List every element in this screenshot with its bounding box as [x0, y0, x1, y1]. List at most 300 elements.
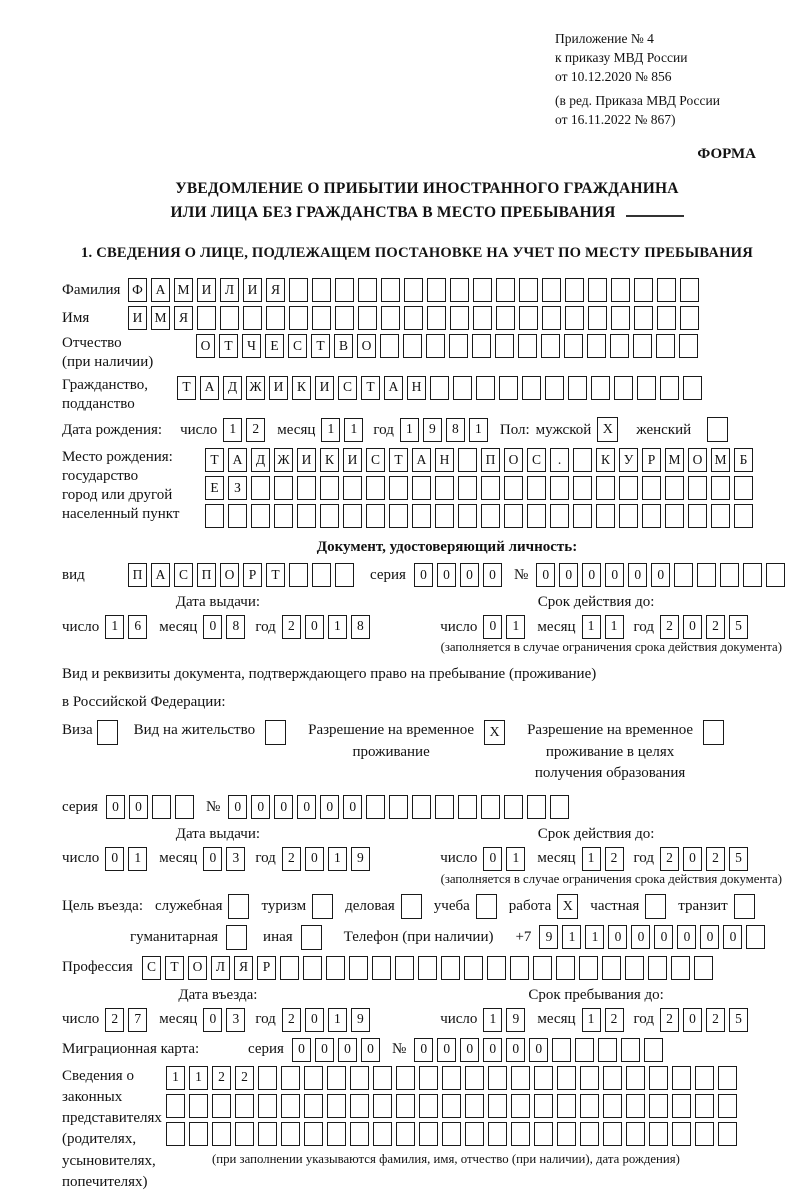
- char-cell[interactable]: [396, 1066, 415, 1090]
- char-cell[interactable]: 1: [105, 615, 124, 639]
- char-cell[interactable]: Е: [205, 476, 224, 500]
- char-cell[interactable]: [527, 795, 546, 819]
- char-cell[interactable]: [488, 1122, 507, 1146]
- char-cell[interactable]: 1: [189, 1066, 208, 1090]
- char-cell[interactable]: [476, 376, 495, 400]
- char-cell[interactable]: [280, 956, 299, 980]
- char-cell[interactable]: [665, 476, 684, 500]
- char-cell[interactable]: Д: [223, 376, 242, 400]
- char-cell[interactable]: [396, 1094, 415, 1118]
- char-cell[interactable]: [534, 1122, 553, 1146]
- char-cell[interactable]: 0: [654, 925, 673, 949]
- char-cell[interactable]: Н: [407, 376, 426, 400]
- char-cell[interactable]: 0: [297, 795, 316, 819]
- char-cell[interactable]: [575, 1038, 594, 1062]
- char-cell[interactable]: [496, 278, 515, 302]
- char-cell[interactable]: [258, 1122, 277, 1146]
- char-cell[interactable]: [619, 504, 638, 528]
- char-cell[interactable]: [610, 334, 629, 358]
- char-cell[interactable]: [297, 476, 316, 500]
- char-cell[interactable]: 1: [328, 615, 347, 639]
- char-cell[interactable]: А: [384, 376, 403, 400]
- char-cell[interactable]: [657, 306, 676, 330]
- char-cell[interactable]: [496, 306, 515, 330]
- char-cell[interactable]: [580, 1122, 599, 1146]
- residence-permit-checkbox[interactable]: [265, 720, 286, 745]
- char-cell[interactable]: [565, 306, 584, 330]
- char-cell[interactable]: [602, 956, 621, 980]
- char-cell[interactable]: [458, 476, 477, 500]
- char-cell[interactable]: [550, 795, 569, 819]
- char-cell[interactable]: [504, 476, 523, 500]
- char-cell[interactable]: З: [228, 476, 247, 500]
- char-cell[interactable]: Т: [266, 563, 285, 587]
- char-cell[interactable]: [441, 956, 460, 980]
- char-cell[interactable]: 0: [506, 1038, 525, 1062]
- char-cell[interactable]: К: [596, 448, 615, 472]
- char-cell[interactable]: [335, 278, 354, 302]
- char-cell[interactable]: [304, 1094, 323, 1118]
- char-cell[interactable]: 8: [351, 615, 370, 639]
- char-cell[interactable]: [488, 1066, 507, 1090]
- char-cell[interactable]: 0: [305, 847, 324, 871]
- char-cell[interactable]: [519, 278, 538, 302]
- char-cell[interactable]: В: [334, 334, 353, 358]
- char-cell[interactable]: Ч: [242, 334, 261, 358]
- char-cell[interactable]: [427, 306, 446, 330]
- char-cell[interactable]: [556, 956, 575, 980]
- char-cell[interactable]: [312, 278, 331, 302]
- char-cell[interactable]: И: [269, 376, 288, 400]
- char-cell[interactable]: [274, 504, 293, 528]
- char-cell[interactable]: [327, 1066, 346, 1090]
- visa-checkbox[interactable]: [97, 720, 118, 745]
- char-cell[interactable]: С: [174, 563, 193, 587]
- char-cell[interactable]: 1: [605, 615, 624, 639]
- char-cell[interactable]: 1: [585, 925, 604, 949]
- char-cell[interactable]: А: [151, 278, 170, 302]
- char-cell[interactable]: [573, 476, 592, 500]
- char-cell[interactable]: [458, 504, 477, 528]
- char-cell[interactable]: О: [188, 956, 207, 980]
- char-cell[interactable]: [251, 504, 270, 528]
- char-cell[interactable]: [694, 956, 713, 980]
- char-cell[interactable]: 2: [706, 615, 725, 639]
- char-cell[interactable]: [552, 1038, 571, 1062]
- char-cell[interactable]: 1: [344, 418, 363, 442]
- char-cell[interactable]: 0: [305, 1008, 324, 1032]
- char-cell[interactable]: [212, 1094, 231, 1118]
- char-cell[interactable]: Я: [174, 306, 193, 330]
- char-cell[interactable]: [281, 1094, 300, 1118]
- char-cell[interactable]: [649, 1122, 668, 1146]
- char-cell[interactable]: 0: [483, 847, 502, 871]
- char-cell[interactable]: [680, 306, 699, 330]
- char-cell[interactable]: 1: [582, 1008, 601, 1032]
- char-cell[interactable]: И: [315, 376, 334, 400]
- char-cell[interactable]: 1: [506, 847, 525, 871]
- char-cell[interactable]: Я: [266, 278, 285, 302]
- char-cell[interactable]: [648, 956, 667, 980]
- char-cell[interactable]: 0: [700, 925, 719, 949]
- char-cell[interactable]: [695, 1066, 714, 1090]
- char-cell[interactable]: [205, 504, 224, 528]
- char-cell[interactable]: 0: [529, 1038, 548, 1062]
- char-cell[interactable]: 2: [212, 1066, 231, 1090]
- char-cell[interactable]: С: [142, 956, 161, 980]
- char-cell[interactable]: [766, 563, 785, 587]
- char-cell[interactable]: [657, 278, 676, 302]
- char-cell[interactable]: Ф: [128, 278, 147, 302]
- purpose-work-checkbox[interactable]: X: [557, 894, 578, 919]
- char-cell[interactable]: [418, 956, 437, 980]
- char-cell[interactable]: 2: [660, 1008, 679, 1032]
- char-cell[interactable]: 0: [683, 1008, 702, 1032]
- purpose-other-checkbox[interactable]: [301, 925, 322, 950]
- char-cell[interactable]: [649, 1094, 668, 1118]
- char-cell[interactable]: [189, 1094, 208, 1118]
- char-cell[interactable]: [426, 334, 445, 358]
- char-cell[interactable]: [619, 476, 638, 500]
- char-cell[interactable]: 9: [539, 925, 558, 949]
- char-cell[interactable]: [527, 504, 546, 528]
- char-cell[interactable]: 7: [128, 1008, 147, 1032]
- char-cell[interactable]: [634, 306, 653, 330]
- char-cell[interactable]: [734, 504, 753, 528]
- char-cell[interactable]: [435, 504, 454, 528]
- char-cell[interactable]: [504, 504, 523, 528]
- purpose-business-checkbox[interactable]: [401, 894, 422, 919]
- char-cell[interactable]: П: [481, 448, 500, 472]
- char-cell[interactable]: [281, 1066, 300, 1090]
- char-cell[interactable]: 0: [483, 563, 502, 587]
- char-cell[interactable]: [274, 476, 293, 500]
- char-cell[interactable]: [557, 1122, 576, 1146]
- char-cell[interactable]: Н: [435, 448, 454, 472]
- edu-permit-checkbox[interactable]: [703, 720, 724, 745]
- char-cell[interactable]: 2: [246, 418, 265, 442]
- char-cell[interactable]: [660, 376, 679, 400]
- char-cell[interactable]: И: [197, 278, 216, 302]
- char-cell[interactable]: [665, 504, 684, 528]
- char-cell[interactable]: 1: [506, 615, 525, 639]
- char-cell[interactable]: [626, 1122, 645, 1146]
- char-cell[interactable]: [419, 1094, 438, 1118]
- char-cell[interactable]: [312, 306, 331, 330]
- char-cell[interactable]: 0: [536, 563, 555, 587]
- char-cell[interactable]: Я: [234, 956, 253, 980]
- char-cell[interactable]: [419, 1066, 438, 1090]
- char-cell[interactable]: [235, 1122, 254, 1146]
- char-cell[interactable]: Т: [311, 334, 330, 358]
- char-cell[interactable]: [564, 334, 583, 358]
- char-cell[interactable]: [656, 334, 675, 358]
- char-cell[interactable]: [435, 795, 454, 819]
- char-cell[interactable]: Ж: [246, 376, 265, 400]
- char-cell[interactable]: [534, 1094, 553, 1118]
- char-cell[interactable]: [289, 306, 308, 330]
- char-cell[interactable]: Л: [220, 278, 239, 302]
- char-cell[interactable]: 0: [628, 563, 647, 587]
- char-cell[interactable]: [481, 476, 500, 500]
- char-cell[interactable]: [579, 956, 598, 980]
- char-cell[interactable]: О: [688, 448, 707, 472]
- char-cell[interactable]: [542, 278, 561, 302]
- char-cell[interactable]: 0: [129, 795, 148, 819]
- char-cell[interactable]: М: [711, 448, 730, 472]
- char-cell[interactable]: [683, 376, 702, 400]
- char-cell[interactable]: 0: [343, 795, 362, 819]
- sex-female-checkbox[interactable]: [707, 417, 728, 442]
- char-cell[interactable]: [625, 956, 644, 980]
- char-cell[interactable]: А: [151, 563, 170, 587]
- char-cell[interactable]: [596, 504, 615, 528]
- char-cell[interactable]: 2: [605, 847, 624, 871]
- char-cell[interactable]: [697, 563, 716, 587]
- char-cell[interactable]: [499, 376, 518, 400]
- sex-male-checkbox[interactable]: X: [597, 417, 618, 442]
- char-cell[interactable]: 2: [660, 615, 679, 639]
- char-cell[interactable]: [243, 306, 262, 330]
- char-cell[interactable]: [472, 334, 491, 358]
- char-cell[interactable]: [580, 1066, 599, 1090]
- char-cell[interactable]: А: [412, 448, 431, 472]
- char-cell[interactable]: [212, 1122, 231, 1146]
- char-cell[interactable]: К: [292, 376, 311, 400]
- char-cell[interactable]: [381, 306, 400, 330]
- char-cell[interactable]: П: [128, 563, 147, 587]
- char-cell[interactable]: [626, 1094, 645, 1118]
- char-cell[interactable]: [335, 563, 354, 587]
- char-cell[interactable]: 1: [166, 1066, 185, 1090]
- char-cell[interactable]: [550, 504, 569, 528]
- char-cell[interactable]: [573, 504, 592, 528]
- char-cell[interactable]: Е: [265, 334, 284, 358]
- char-cell[interactable]: [465, 1122, 484, 1146]
- char-cell[interactable]: [396, 1122, 415, 1146]
- char-cell[interactable]: [350, 1122, 369, 1146]
- char-cell[interactable]: 0: [251, 795, 270, 819]
- char-cell[interactable]: 1: [469, 418, 488, 442]
- char-cell[interactable]: [152, 795, 171, 819]
- char-cell[interactable]: 2: [105, 1008, 124, 1032]
- char-cell[interactable]: [541, 334, 560, 358]
- char-cell[interactable]: [453, 376, 472, 400]
- char-cell[interactable]: 9: [351, 1008, 370, 1032]
- char-cell[interactable]: [326, 956, 345, 980]
- char-cell[interactable]: [381, 278, 400, 302]
- char-cell[interactable]: [419, 1122, 438, 1146]
- char-cell[interactable]: [519, 306, 538, 330]
- char-cell[interactable]: 1: [483, 1008, 502, 1032]
- char-cell[interactable]: [189, 1122, 208, 1146]
- char-cell[interactable]: 0: [203, 615, 222, 639]
- char-cell[interactable]: 1: [128, 847, 147, 871]
- char-cell[interactable]: [465, 1066, 484, 1090]
- char-cell[interactable]: 0: [608, 925, 627, 949]
- char-cell[interactable]: [518, 334, 537, 358]
- char-cell[interactable]: 0: [338, 1038, 357, 1062]
- char-cell[interactable]: [266, 306, 285, 330]
- char-cell[interactable]: Т: [165, 956, 184, 980]
- char-cell[interactable]: 0: [414, 1038, 433, 1062]
- char-cell[interactable]: [743, 563, 762, 587]
- char-cell[interactable]: Д: [251, 448, 270, 472]
- purpose-humanitarian-checkbox[interactable]: [226, 925, 247, 950]
- char-cell[interactable]: [734, 476, 753, 500]
- char-cell[interactable]: 2: [605, 1008, 624, 1032]
- char-cell[interactable]: 0: [414, 563, 433, 587]
- char-cell[interactable]: [389, 476, 408, 500]
- char-cell[interactable]: [711, 476, 730, 500]
- char-cell[interactable]: 0: [460, 563, 479, 587]
- char-cell[interactable]: [720, 563, 739, 587]
- char-cell[interactable]: М: [151, 306, 170, 330]
- char-cell[interactable]: [511, 1066, 530, 1090]
- char-cell[interactable]: [373, 1094, 392, 1118]
- char-cell[interactable]: 5: [729, 847, 748, 871]
- char-cell[interactable]: П: [197, 563, 216, 587]
- char-cell[interactable]: 0: [292, 1038, 311, 1062]
- char-cell[interactable]: [614, 376, 633, 400]
- char-cell[interactable]: К: [320, 448, 339, 472]
- char-cell[interactable]: [504, 795, 523, 819]
- char-cell[interactable]: [343, 476, 362, 500]
- char-cell[interactable]: [534, 1066, 553, 1090]
- char-cell[interactable]: [404, 306, 423, 330]
- char-cell[interactable]: 0: [605, 563, 624, 587]
- char-cell[interactable]: 1: [328, 847, 347, 871]
- char-cell[interactable]: [358, 278, 377, 302]
- char-cell[interactable]: 9: [351, 847, 370, 871]
- char-cell[interactable]: 0: [361, 1038, 380, 1062]
- char-cell[interactable]: Т: [205, 448, 224, 472]
- char-cell[interactable]: [335, 306, 354, 330]
- char-cell[interactable]: [695, 1122, 714, 1146]
- char-cell[interactable]: [395, 956, 414, 980]
- char-cell[interactable]: 0: [483, 615, 502, 639]
- purpose-study-checkbox[interactable]: [476, 894, 497, 919]
- char-cell[interactable]: И: [128, 306, 147, 330]
- char-cell[interactable]: [598, 1038, 617, 1062]
- char-cell[interactable]: [366, 476, 385, 500]
- char-cell[interactable]: [568, 376, 587, 400]
- char-cell[interactable]: [343, 504, 362, 528]
- char-cell[interactable]: 0: [203, 1008, 222, 1032]
- char-cell[interactable]: [464, 956, 483, 980]
- char-cell[interactable]: С: [366, 448, 385, 472]
- char-cell[interactable]: Р: [243, 563, 262, 587]
- char-cell[interactable]: [228, 504, 247, 528]
- char-cell[interactable]: [611, 278, 630, 302]
- char-cell[interactable]: 2: [282, 847, 301, 871]
- char-cell[interactable]: [637, 376, 656, 400]
- char-cell[interactable]: 1: [582, 847, 601, 871]
- char-cell[interactable]: [573, 448, 592, 472]
- char-cell[interactable]: [372, 956, 391, 980]
- char-cell[interactable]: И: [343, 448, 362, 472]
- char-cell[interactable]: [527, 476, 546, 500]
- char-cell[interactable]: [297, 504, 316, 528]
- char-cell[interactable]: 0: [315, 1038, 334, 1062]
- char-cell[interactable]: [588, 306, 607, 330]
- char-cell[interactable]: [327, 1094, 346, 1118]
- char-cell[interactable]: [380, 334, 399, 358]
- char-cell[interactable]: 2: [706, 1008, 725, 1032]
- char-cell[interactable]: 0: [677, 925, 696, 949]
- char-cell[interactable]: [488, 1094, 507, 1118]
- char-cell[interactable]: [545, 376, 564, 400]
- char-cell[interactable]: [695, 1094, 714, 1118]
- char-cell[interactable]: [251, 476, 270, 500]
- char-cell[interactable]: [350, 1094, 369, 1118]
- temp-permit-checkbox[interactable]: X: [484, 720, 505, 745]
- purpose-tourism-checkbox[interactable]: [312, 894, 333, 919]
- char-cell[interactable]: [358, 306, 377, 330]
- char-cell[interactable]: [450, 278, 469, 302]
- char-cell[interactable]: [711, 504, 730, 528]
- char-cell[interactable]: Т: [389, 448, 408, 472]
- char-cell[interactable]: [350, 1066, 369, 1090]
- char-cell[interactable]: [633, 334, 652, 358]
- char-cell[interactable]: [320, 504, 339, 528]
- char-cell[interactable]: Т: [219, 334, 238, 358]
- char-cell[interactable]: 2: [660, 847, 679, 871]
- char-cell[interactable]: [672, 1122, 691, 1146]
- char-cell[interactable]: 1: [400, 418, 419, 442]
- char-cell[interactable]: 0: [460, 1038, 479, 1062]
- char-cell[interactable]: М: [665, 448, 684, 472]
- char-cell[interactable]: С: [527, 448, 546, 472]
- char-cell[interactable]: [511, 1122, 530, 1146]
- char-cell[interactable]: [389, 795, 408, 819]
- char-cell[interactable]: А: [200, 376, 219, 400]
- char-cell[interactable]: [674, 563, 693, 587]
- char-cell[interactable]: 5: [729, 1008, 748, 1032]
- char-cell[interactable]: О: [504, 448, 523, 472]
- char-cell[interactable]: [366, 504, 385, 528]
- char-cell[interactable]: 0: [203, 847, 222, 871]
- char-cell[interactable]: Р: [257, 956, 276, 980]
- char-cell[interactable]: [458, 448, 477, 472]
- purpose-official-checkbox[interactable]: [228, 894, 249, 919]
- char-cell[interactable]: 0: [228, 795, 247, 819]
- char-cell[interactable]: 6: [128, 615, 147, 639]
- char-cell[interactable]: [481, 795, 500, 819]
- char-cell[interactable]: 0: [683, 615, 702, 639]
- char-cell[interactable]: [220, 306, 239, 330]
- char-cell[interactable]: [611, 306, 630, 330]
- char-cell[interactable]: 1: [582, 615, 601, 639]
- char-cell[interactable]: [680, 278, 699, 302]
- char-cell[interactable]: [550, 476, 569, 500]
- char-cell[interactable]: 1: [321, 418, 340, 442]
- char-cell[interactable]: [281, 1122, 300, 1146]
- char-cell[interactable]: [533, 956, 552, 980]
- char-cell[interactable]: [603, 1122, 622, 1146]
- char-cell[interactable]: [603, 1094, 622, 1118]
- char-cell[interactable]: [672, 1094, 691, 1118]
- char-cell[interactable]: .: [550, 448, 569, 472]
- char-cell[interactable]: [495, 334, 514, 358]
- char-cell[interactable]: [473, 278, 492, 302]
- char-cell[interactable]: [603, 1066, 622, 1090]
- char-cell[interactable]: [450, 306, 469, 330]
- char-cell[interactable]: 0: [437, 563, 456, 587]
- char-cell[interactable]: [404, 278, 423, 302]
- char-cell[interactable]: 0: [437, 1038, 456, 1062]
- char-cell[interactable]: С: [288, 334, 307, 358]
